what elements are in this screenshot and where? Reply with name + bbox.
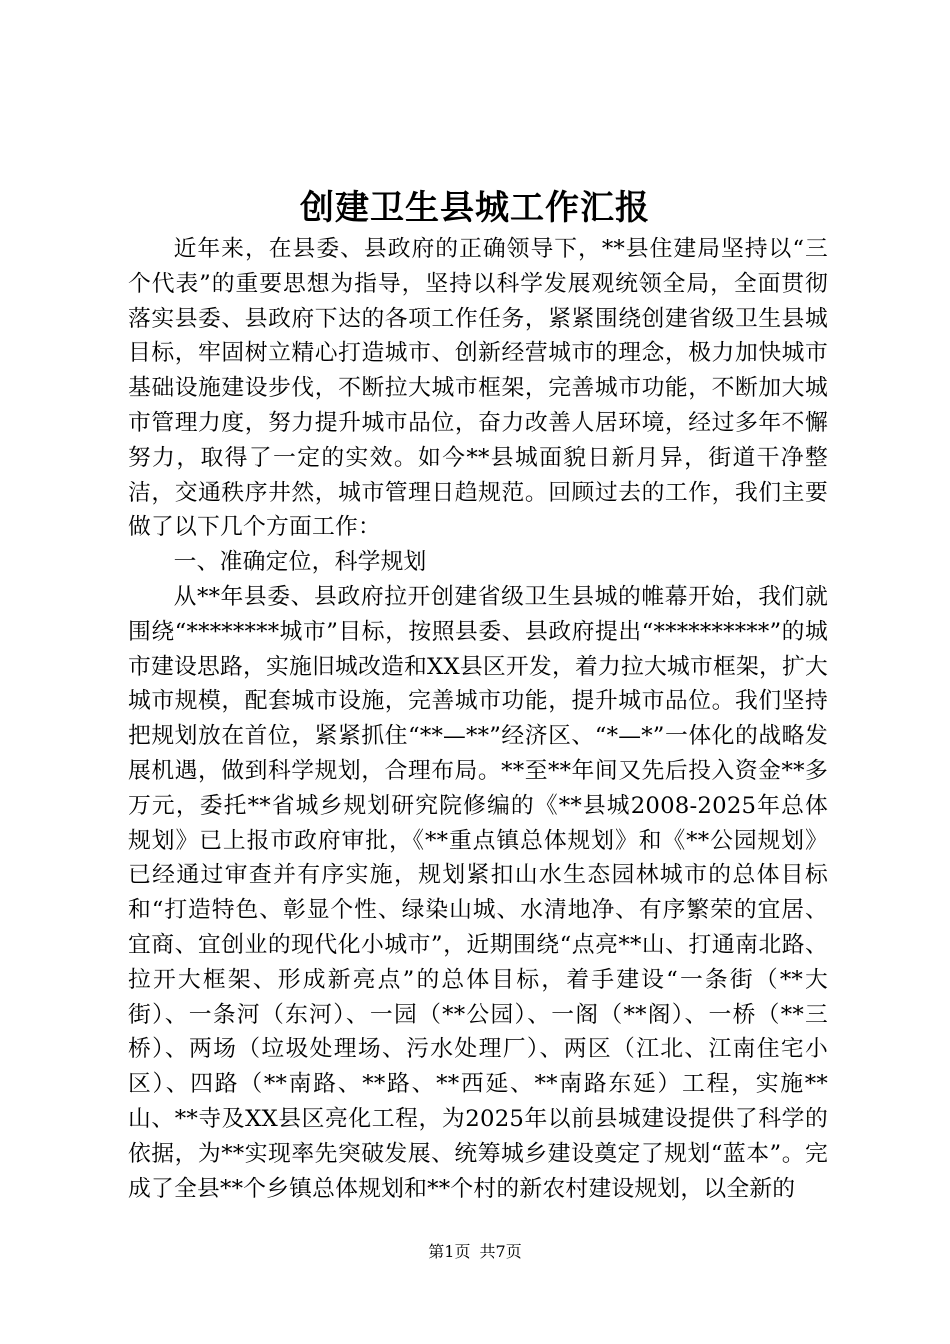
page-total: 共7页	[479, 1242, 522, 1261]
document-body	[128, 232, 828, 1206]
section-paragraph: 从**年县委、县政府拉开创建省级卫生县城的帷幕开始，我们就围绕“********城市”目标，按照县委、县政府提出“**********”的城市建设思路，实施旧城改造和XX县区开发，着力拉大城市框架，扩大城市规模，配套城市设施，完善城市功能，提升城市品位。我们坚持把规划放在首位，紧紧抓住“**—**”经济区、“*—*”一体化的战略发展机遇，做到科学规划，合理布局。**至**年间又先后投入资金**多万元，委托**省城乡规划研究院修编的《**县城2008-2025年总体规划》已上报市政府审批，《**重点镇总体规划》和《**公园规划》已经通过审查并有序实施，规划紧扣山水生态园林城市的总体目标和“打造特色、彰显个性、绿染山城、水清地净、有序繁荣的宜居、宜商、宜创业的现代化小城市”，近期围绕“点亮**山、打通南北路、拉开大框架、形成新亮点”的总体目标，着手建设“一条街（**大街）、一条河（东河）、一园（**公园）、一阁（**阁）、一桥（**三桥）、两场（垃圾处理场、污水处理厂）、两区（江北、江南住宅小区）、四路（**南路、**路、**西延、**南路东延）工程，实施**山、**寺及XX县区亮化工程，为2025年以前县城建设提供了科学的依据，为**实现率先突破发展、统筹城乡建设奠定了规划“蓝本”。完成了全县**个乡镇总体规划和**个村的新农村建设规划，以全新的	[128, 583, 828, 1202]
document-title: 创建卫生县城工作汇报	[300, 188, 650, 228]
section-heading: 一、准确定位，科学规划	[173, 549, 427, 576]
page-footer	[0, 1240, 950, 1264]
intro-paragraph: 近年来，在县委、县政府的正确领导下，**县住建局坚持以“三个代表”的重要思想为指导，坚持以科学发展观统领全局，全面贯彻落实县委、县政府下达的各项工作任务，紧紧围绕创建省级卫生县城目标，牢固树立精心打造城市、创新经营城市的理念，极力加快城市基础设施建设步伐，不断拉大城市框架，完善城市功能，不断加大城市管理力度，努力提升城市品位，奋力改善人居环境，经过多年不懈努力，取得了一定的实效。如今**县城面貌日新月异，街道干净整洁，交通秩序井然，城市管理日趋规范。回顾过去的工作，我们主要做了以下几个方面工作：	[128, 236, 828, 541]
page-number: 第1页	[428, 1242, 471, 1261]
